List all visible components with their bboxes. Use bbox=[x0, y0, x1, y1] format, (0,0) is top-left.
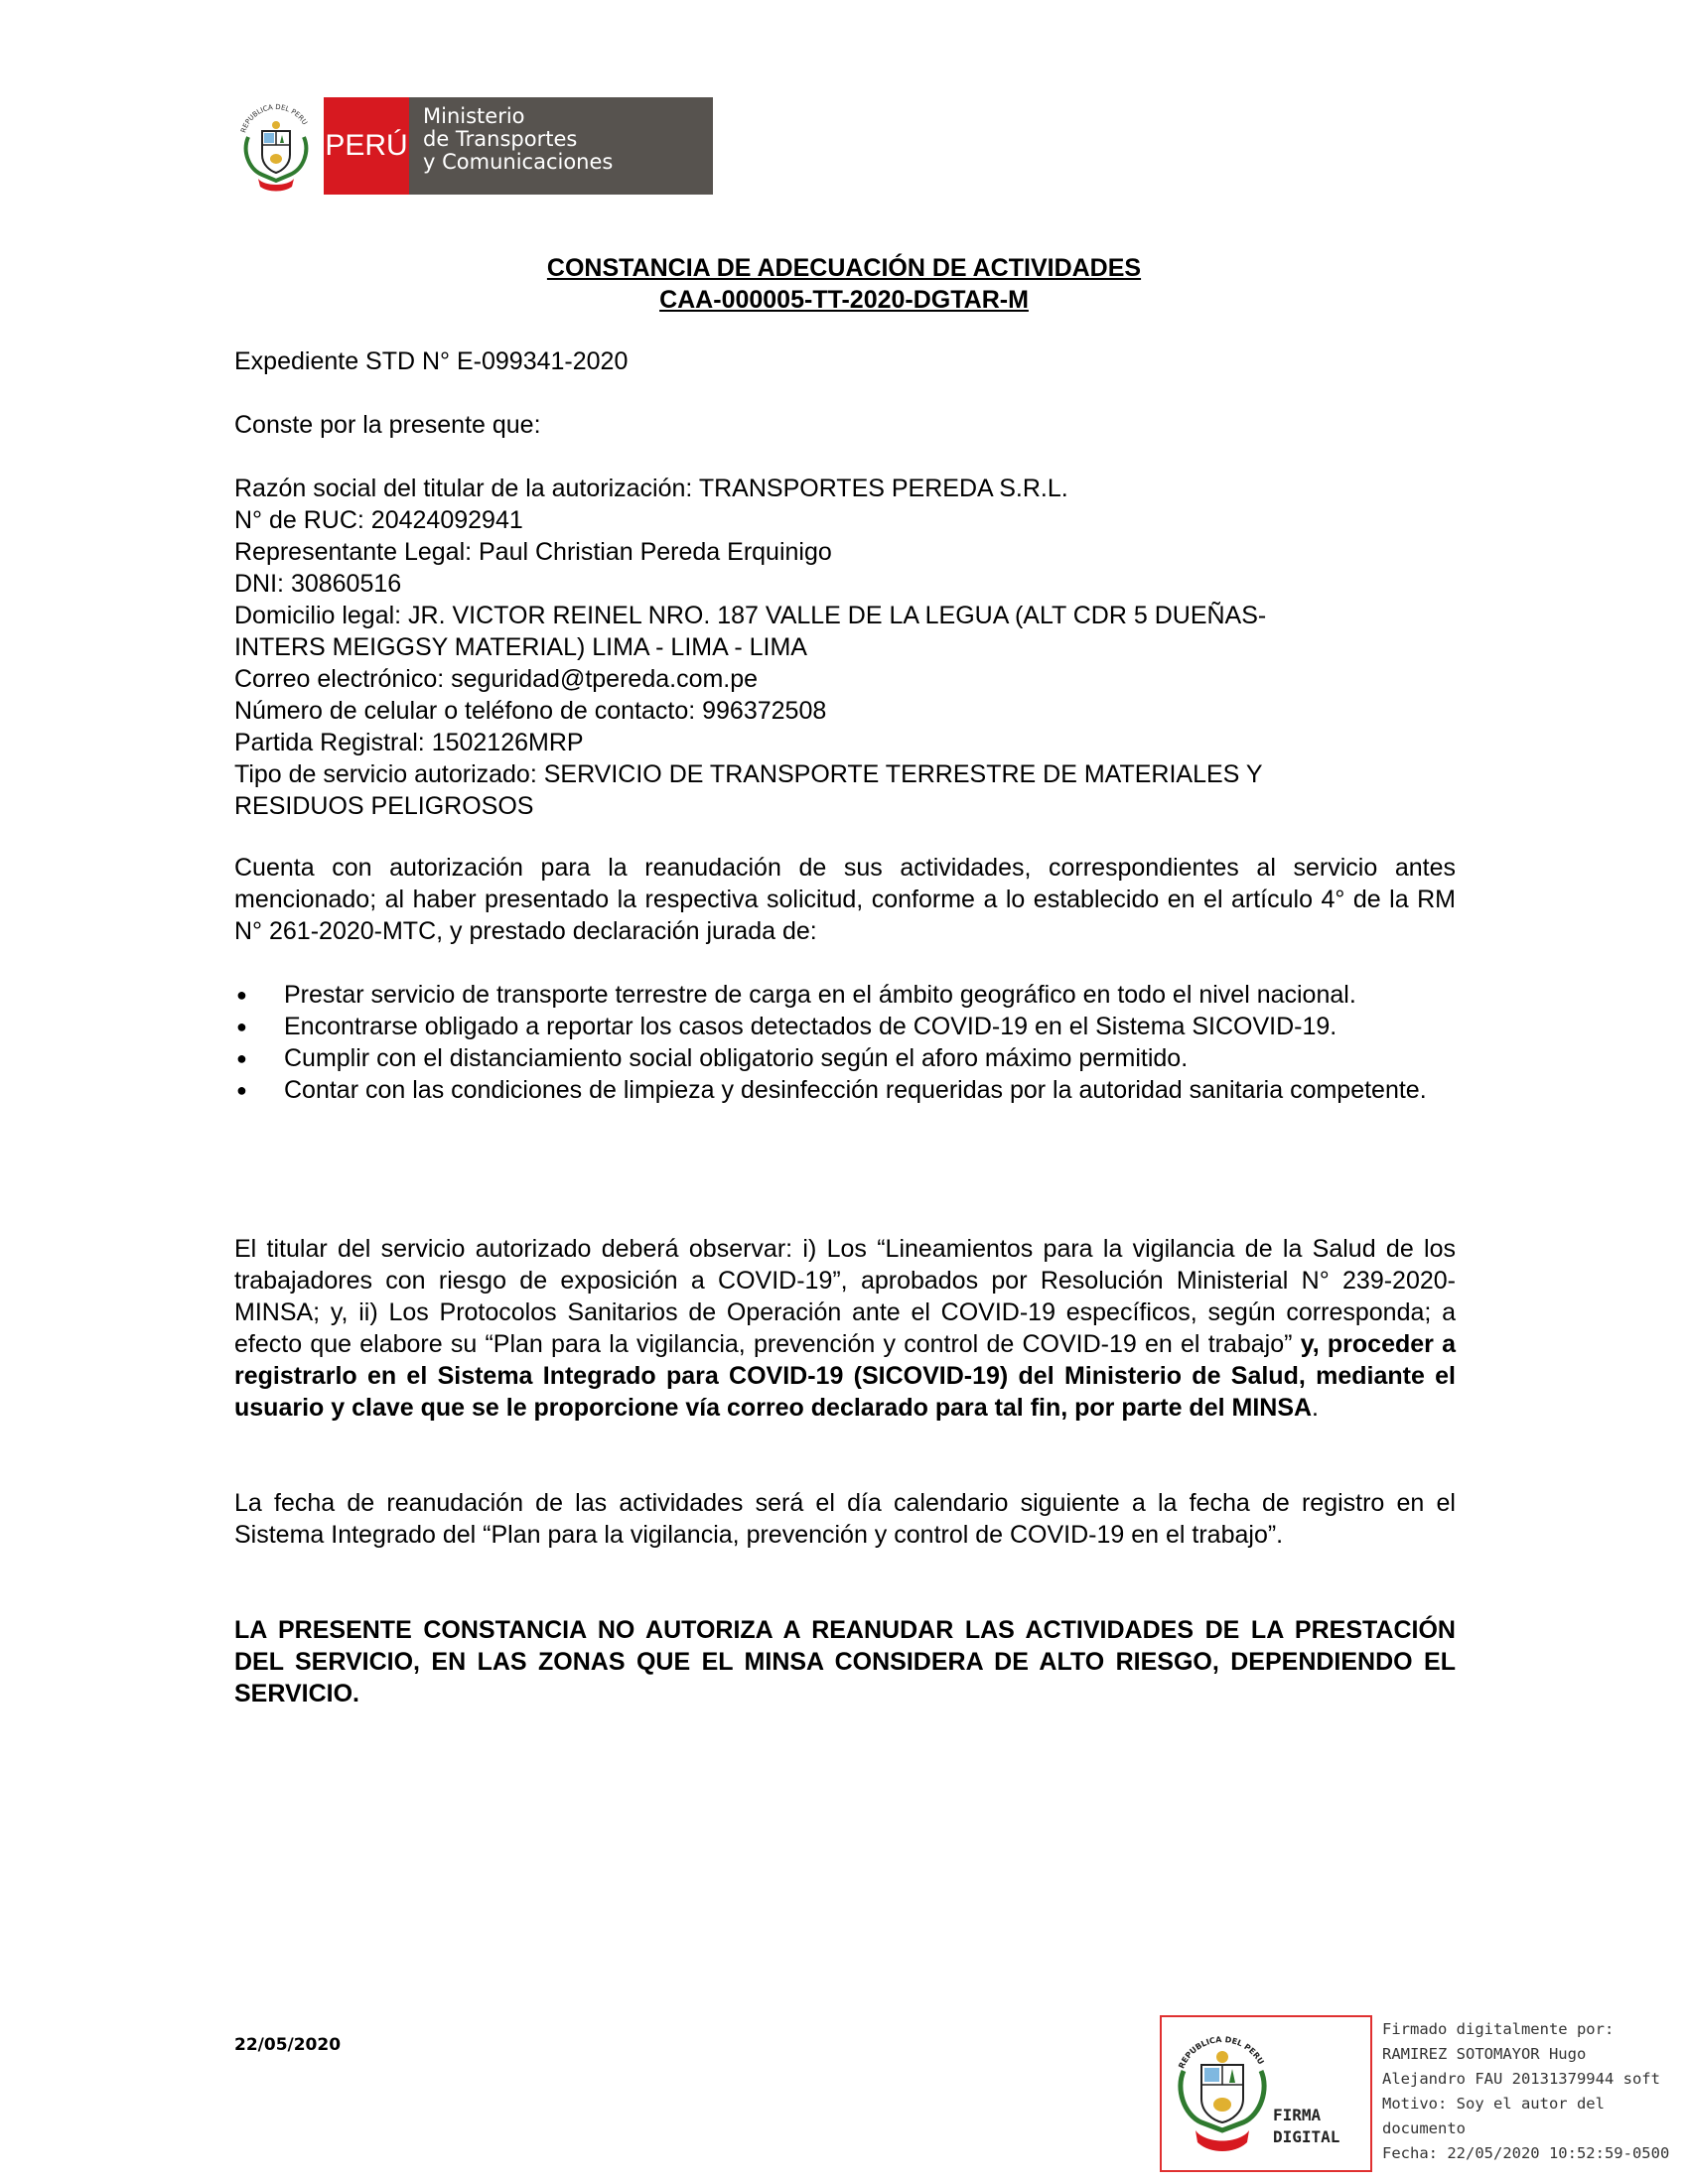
detail-line: Domicilio legal: JR. VICTOR REINEL NRO. 187 VALLE DE LA LEGUA (ALT CDR 5 DUEÑAS- bbox=[234, 602, 1267, 629]
bullet-icon: ● bbox=[236, 1080, 247, 1100]
ministry-line: y Comunicaciones bbox=[423, 150, 614, 174]
svg-text:REPUBLICA DEL PERU: REPUBLICA DEL PERU bbox=[239, 102, 309, 134]
detail-line: RESIDUOS PELIGROSOS bbox=[234, 792, 534, 820]
conste-intro: Conste por la presente que: bbox=[234, 411, 541, 439]
list-item: ● Prestar servicio de transporte terrestre de carga en el ámbito geográfico en todo el nivel nacional. bbox=[236, 981, 1356, 1009]
list-item: ● Encontrarse obligado a reportar los casos detectados de COVID-19 en el Sistema SICOVID-19. bbox=[236, 1013, 1337, 1040]
signature-details bbox=[1382, 2017, 1680, 2166]
signature-line: documento bbox=[1382, 2119, 1466, 2137]
signature-line: RAMIREZ SOTOMAYOR Hugo bbox=[1382, 2045, 1587, 2063]
expediente-number: Expediente STD N° E-099341-2020 bbox=[234, 347, 629, 375]
detail-line: INTERS MEIGGSY MATERIAL) LIMA - LIMA - LIMA bbox=[234, 633, 807, 661]
firma-digital-label: FIRMA DIGITAL bbox=[1273, 2106, 1340, 2146]
detail-line: Número de celular o teléfono de contacto: 996372508 bbox=[234, 697, 827, 725]
warning-paragraph: LA PRESENTE CONSTANCIA NO AUTORIZA A REANUDAR LAS ACTIVIDADES DE LA PRESTACIÓN DEL SERVICIO, EN LAS ZONAS QUE EL MINSA CONSIDERA DE ALTO RIESGO, DEPENDIENDO EL SERVICIO. bbox=[234, 1616, 1456, 1707]
ministry-logo bbox=[234, 97, 713, 195]
company-details bbox=[234, 473, 1456, 822]
detail-line: Representante Legal: Paul Christian Pereda Erquinigo bbox=[234, 538, 832, 566]
obligations-paragraph: El titular del servicio autorizado deberá observar: i) Los “Lineamientos para la vigilancia de la Salud de los trabajadores con riesgo de exposición a COVID-19”, aprobados por Resolución Ministerial N° 239-2020-MINSA; y, ii) Los Protocolos Sanitarios de Operación ante el COVID-19 específicos, según corresponda; a efecto que elabore su “Plan para la vigilancia, prevención y control de COVID-19 en el trabajo” y, proceder a registrarlo en el Sistema Integrado para COVID-19 (SICOVID-19) del Ministerio de Salud, mediante el usuario y clave que se le proporcione vía correo declarado para tal fin, por parte del MINSA. bbox=[234, 1235, 1456, 1422]
seal-icon bbox=[1168, 2023, 1277, 2166]
digital-signature-stamp bbox=[1160, 2015, 1372, 2172]
resumption-date-paragraph: La fecha de reanudación de las actividades será el día calendario siguiente a la fecha de registro en el Sistema Integrado del “Plan para la vigilancia, prevención y control de COVID-19 en el trabajo”. bbox=[234, 1489, 1456, 1549]
detail-line: N° de RUC: 20424092941 bbox=[234, 506, 523, 534]
bullet-icon: ● bbox=[236, 1048, 247, 1068]
bullet-icon: ● bbox=[236, 985, 247, 1005]
document-code: CAA-000005-TT-2020-DGTAR-M bbox=[659, 286, 1029, 314]
declaration-list bbox=[234, 979, 1456, 1106]
list-item: ● Contar con las condiciones de limpieza y desinfección requeridas por la autoridad sanitaria competente. bbox=[236, 1076, 1427, 1104]
signature-line: Motivo: Soy el autor del bbox=[1382, 2095, 1605, 2113]
svg-text:REPUBLICA DEL PERU: REPUBLICA DEL PERU bbox=[1177, 2035, 1266, 2071]
coat-of-arms-icon bbox=[234, 97, 318, 195]
signature-line: Firmado digitalmente por: bbox=[1382, 2020, 1615, 2038]
list-item: ● Cumplir con el distanciamiento social obligatorio según el aforo máximo permitido. bbox=[236, 1044, 1189, 1072]
document-title: CONSTANCIA DE ADECUACIÓN DE ACTIVIDADES bbox=[546, 254, 1142, 282]
authorization-paragraph: Cuenta con autorización para la reanudación de sus actividades, correspondientes al servicio antes mencionado; al haber presentado la respectiva solicitud, conforme a lo establecido en el artículo 4° de la RM N° 261-2020-MTC, y prestado declaración jurada de: bbox=[234, 854, 1456, 945]
ministry-name bbox=[409, 97, 713, 195]
signature-line: Fecha: 22/05/2020 10:52:59-0500 bbox=[1382, 2144, 1670, 2162]
detail-line: Razón social del titular de la autorización: TRANSPORTES PEREDA S.R.L. bbox=[234, 475, 1068, 502]
detail-line: Partida Registral: 1502126MRP bbox=[234, 729, 584, 756]
detail-line: DNI: 30860516 bbox=[234, 570, 402, 598]
detail-line: Tipo de servicio autorizado: SERVICIO DE TRANSPORTE TERRESTRE DE MATERIALES Y bbox=[234, 760, 1263, 788]
peru-label: PERÚ bbox=[324, 97, 409, 195]
obligations-emphasis: y, proceder a registrarlo en el Sistema Integrado para COVID-19 (SICOVID-19) del Ministerio de Salud, mediante el usuario y clave que se le proporcione vía correo declarado para tal fin, por parte del MINSA bbox=[234, 1330, 1456, 1422]
detail-line: Correo electrónico: seguridad@tpereda.com.pe bbox=[234, 665, 759, 693]
signature-line: Alejandro FAU 20131379944 soft bbox=[1382, 2070, 1660, 2088]
ministry-line: Ministerio bbox=[423, 104, 525, 128]
bullet-icon: ● bbox=[236, 1017, 247, 1036]
ministry-line: de Transportes bbox=[423, 127, 578, 151]
footer-date: 22/05/2020 bbox=[234, 2035, 342, 2055]
